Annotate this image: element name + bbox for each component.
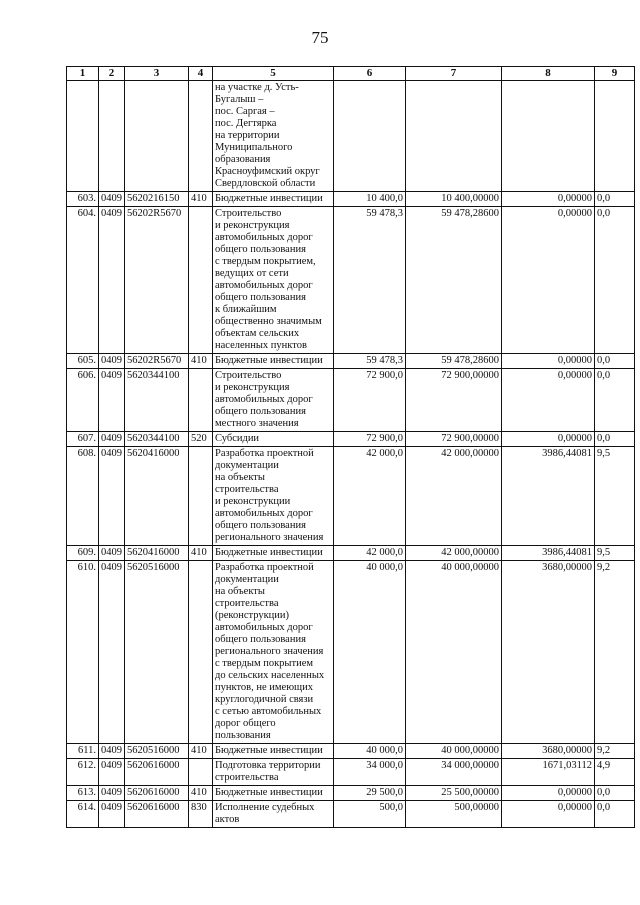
row-number: 607. [67, 432, 99, 447]
column-header-2: 2 [99, 67, 125, 81]
section-code: 0409 [99, 447, 125, 546]
table-header-row [67, 67, 635, 81]
planned-amount: 42 000,00000 [406, 546, 502, 561]
table-row [67, 759, 635, 786]
item-name: Строительство и реконструкция автомобильных дорог общего пользования местного значения [213, 369, 334, 432]
table-row [67, 432, 635, 447]
item-name: Бюджетные инвестиции [213, 546, 334, 561]
item-name: Субсидии [213, 432, 334, 447]
section-code: 0409 [99, 561, 125, 744]
expense-type-code: 410 [189, 354, 213, 369]
expense-type-code [189, 207, 213, 354]
section-code: 0409 [99, 546, 125, 561]
section-code: 0409 [99, 354, 125, 369]
item-name: Подготовка территории строительства [213, 759, 334, 786]
row-number: 608. [67, 447, 99, 546]
execution-percent [595, 81, 635, 192]
target-article-code: 5620216150 [125, 192, 189, 207]
expense-type-code [189, 759, 213, 786]
row-number: 603. [67, 192, 99, 207]
page-number: 75 [311, 28, 329, 47]
execution-percent: 0,0 [595, 369, 635, 432]
executed-amount: 0,00000 [502, 801, 595, 828]
target-article-code: 5620616000 [125, 786, 189, 801]
item-name: Исполнение судебных актов [213, 801, 334, 828]
approved-amount: 59 478,3 [334, 354, 406, 369]
expense-type-code: 520 [189, 432, 213, 447]
executed-amount: 3680,00000 [502, 744, 595, 759]
planned-amount [406, 81, 502, 192]
expense-type-code [189, 561, 213, 744]
target-article-code: 5620416000 [125, 546, 189, 561]
executed-amount: 0,00000 [502, 369, 595, 432]
approved-amount: 10 400,0 [334, 192, 406, 207]
row-number: 605. [67, 354, 99, 369]
approved-amount: 40 000,0 [334, 744, 406, 759]
table-row [67, 744, 635, 759]
execution-percent: 0,0 [595, 354, 635, 369]
executed-amount: 0,00000 [502, 207, 595, 354]
target-article-code: 5620344100 [125, 369, 189, 432]
budget-table [66, 66, 635, 828]
row-number: 614. [67, 801, 99, 828]
table-row [67, 447, 635, 546]
planned-amount: 500,00000 [406, 801, 502, 828]
executed-amount: 3986,44081 [502, 447, 595, 546]
approved-amount: 42 000,0 [334, 546, 406, 561]
approved-amount [334, 81, 406, 192]
table-row [67, 354, 635, 369]
target-article-code: 5620616000 [125, 801, 189, 828]
execution-percent: 9,5 [595, 546, 635, 561]
target-article-code: 5620616000 [125, 759, 189, 786]
executed-amount: 0,00000 [502, 786, 595, 801]
item-name: на участке д. Усть- Бугалыш – пос. Саргая – пос. Дегтярка на территории Муниципального образования Красноуфимский округ Свердловской области [213, 81, 334, 192]
item-name: Бюджетные инвестиции [213, 354, 334, 369]
planned-amount: 42 000,00000 [406, 447, 502, 546]
execution-percent: 4,9 [595, 759, 635, 786]
column-header-7: 7 [406, 67, 502, 81]
section-code: 0409 [99, 801, 125, 828]
row-number: 610. [67, 561, 99, 744]
row-number: 613. [67, 786, 99, 801]
execution-percent: 0,0 [595, 786, 635, 801]
approved-amount: 42 000,0 [334, 447, 406, 546]
execution-percent: 9,2 [595, 744, 635, 759]
approved-amount: 40 000,0 [334, 561, 406, 744]
expense-type-code: 410 [189, 786, 213, 801]
execution-percent: 9,2 [595, 561, 635, 744]
row-number [67, 81, 99, 192]
target-article-code: 56202R5670 [125, 207, 189, 354]
table-row [67, 369, 635, 432]
planned-amount: 40 000,00000 [406, 561, 502, 744]
executed-amount: 0,00000 [502, 192, 595, 207]
section-code: 0409 [99, 369, 125, 432]
table-row [67, 81, 635, 192]
approved-amount: 500,0 [334, 801, 406, 828]
planned-amount: 59 478,28600 [406, 354, 502, 369]
planned-amount: 59 478,28600 [406, 207, 502, 354]
target-article-code: 56202R5670 [125, 354, 189, 369]
planned-amount: 34 000,00000 [406, 759, 502, 786]
planned-amount: 25 500,00000 [406, 786, 502, 801]
column-header-1: 1 [67, 67, 99, 81]
section-code [99, 81, 125, 192]
table-row [67, 546, 635, 561]
target-article-code [125, 81, 189, 192]
approved-amount: 34 000,0 [334, 759, 406, 786]
column-header-3: 3 [125, 67, 189, 81]
column-header-8: 8 [502, 67, 595, 81]
item-name: Разработка проектной документации на объекты строительства (реконструкции) автомобильных дорог общего пользования регионального значения с твердым покрытием до сельских населенных пунктов, не имеющих круглогодичной связи с сетью автомобильных дорог общего пользования [213, 561, 334, 744]
row-number: 611. [67, 744, 99, 759]
row-number: 609. [67, 546, 99, 561]
section-code: 0409 [99, 192, 125, 207]
row-number: 604. [67, 207, 99, 354]
expense-type-code: 410 [189, 192, 213, 207]
item-name: Бюджетные инвестиции [213, 786, 334, 801]
executed-amount: 3680,00000 [502, 561, 595, 744]
target-article-code: 5620416000 [125, 447, 189, 546]
item-name: Бюджетные инвестиции [213, 744, 334, 759]
execution-percent: 0,0 [595, 207, 635, 354]
section-code: 0409 [99, 207, 125, 354]
target-article-code: 5620344100 [125, 432, 189, 447]
execution-percent: 0,0 [595, 801, 635, 828]
row-number: 606. [67, 369, 99, 432]
planned-amount: 72 900,00000 [406, 369, 502, 432]
execution-percent: 0,0 [595, 432, 635, 447]
table-row [67, 801, 635, 828]
item-name: Строительство и реконструкция автомобильных дорог общего пользования с твердым покрытием, ведущих от сети автомобильных дорог общего пользования к ближайшим общественно значимым объектам сельских населенных пунктов [213, 207, 334, 354]
expense-type-code [189, 447, 213, 546]
expense-type-code [189, 369, 213, 432]
target-article-code: 5620516000 [125, 561, 189, 744]
planned-amount: 10 400,00000 [406, 192, 502, 207]
executed-amount: 0,00000 [502, 432, 595, 447]
executed-amount: 3986,44081 [502, 546, 595, 561]
row-number: 612. [67, 759, 99, 786]
planned-amount: 40 000,00000 [406, 744, 502, 759]
executed-amount: 1671,03112 [502, 759, 595, 786]
execution-percent: 0,0 [595, 192, 635, 207]
expense-type-code [189, 81, 213, 192]
column-header-9: 9 [595, 67, 635, 81]
approved-amount: 59 478,3 [334, 207, 406, 354]
approved-amount: 72 900,0 [334, 369, 406, 432]
section-code: 0409 [99, 744, 125, 759]
execution-percent: 9,5 [595, 447, 635, 546]
approved-amount: 72 900,0 [334, 432, 406, 447]
section-code: 0409 [99, 786, 125, 801]
planned-amount: 72 900,00000 [406, 432, 502, 447]
expense-type-code: 410 [189, 546, 213, 561]
executed-amount: 0,00000 [502, 354, 595, 369]
executed-amount [502, 81, 595, 192]
column-header-6: 6 [334, 67, 406, 81]
column-header-5: 5 [213, 67, 334, 81]
table-row [67, 786, 635, 801]
approved-amount: 29 500,0 [334, 786, 406, 801]
expense-type-code: 410 [189, 744, 213, 759]
expense-type-code: 830 [189, 801, 213, 828]
item-name: Бюджетные инвестиции [213, 192, 334, 207]
section-code: 0409 [99, 759, 125, 786]
table-row [67, 192, 635, 207]
item-name: Разработка проектной документации на объекты строительства и реконструкции автомобильных дорог общего пользования регионального значения [213, 447, 334, 546]
section-code: 0409 [99, 432, 125, 447]
table-row [67, 561, 635, 744]
table-row [67, 207, 635, 354]
target-article-code: 5620516000 [125, 744, 189, 759]
column-header-4: 4 [189, 67, 213, 81]
